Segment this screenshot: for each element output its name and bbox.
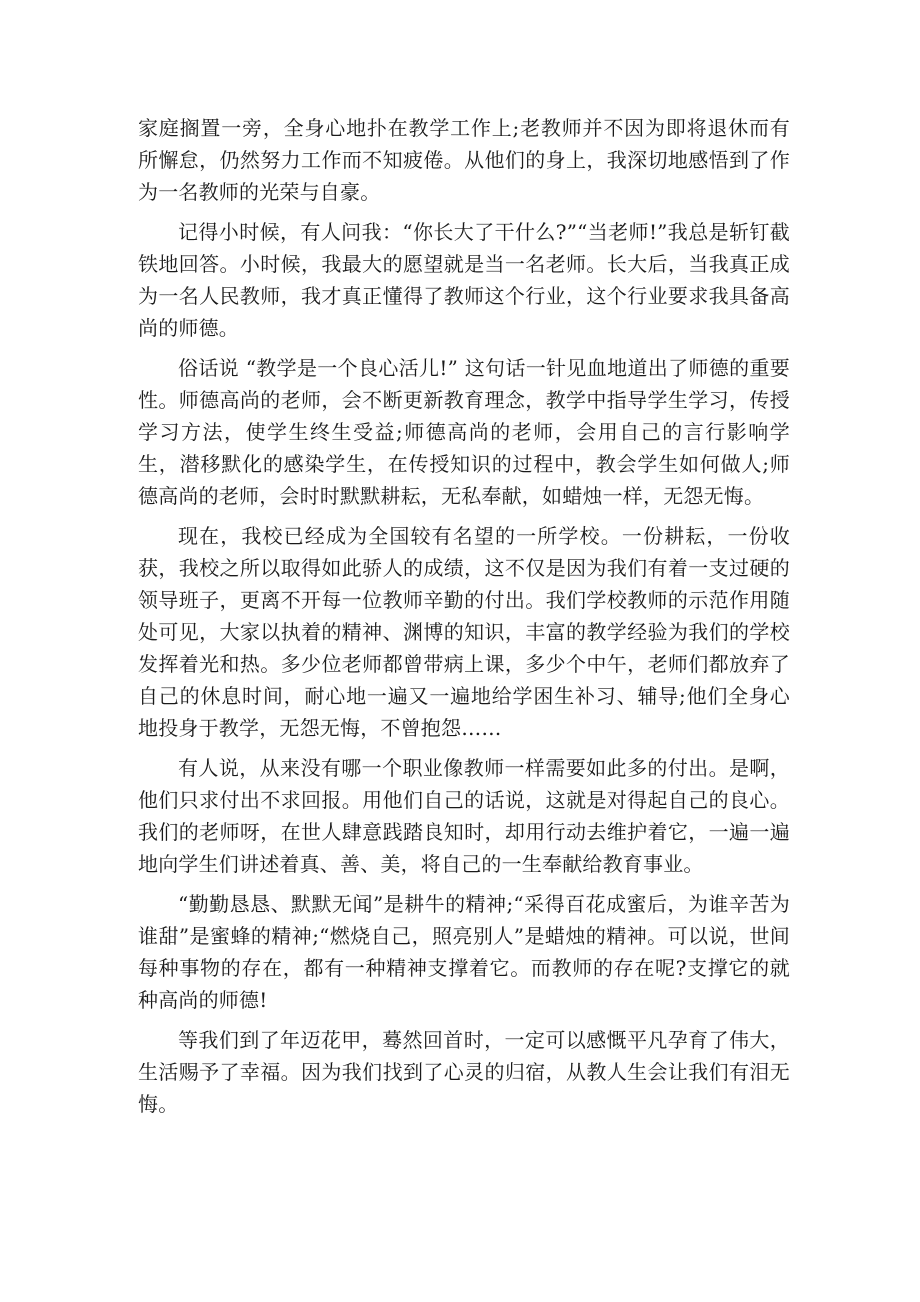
- paragraph-3: 俗话说 “教学是一个良心活儿!” 这句话一针见血地道出了师德的重要性。师德高尚的老师，会不断更新教育理念，教学中指导学生学习，传授学习方法，使学生终生受益;师德高尚的老师，会用自己的言行影响学生，潜移默化的感染学生，在传授知识的过程中，教会学生如何做人;师德高尚的老师，会时时默默耕耘，无私奉献，如蜡烛一样，无怨无悔。: [138, 356, 790, 508]
- paragraph-6: “勤勤恳恳、默默无闻”是耕牛的精神;“采得百花成蜜后，为谁辛苦为谁甜”是蜜蜂的精神;“燃烧自己，照亮别人”是蜡烛的精神。可以说，世间每种事物的存在，都有一种精神支撑着它。而教师的存在呢?支撑它的就种高尚的师德!: [138, 892, 790, 1012]
- document-body: [138, 112, 790, 1128]
- paragraph-2: 记得小时候，有人问我：“你长大了干什么?”“当老师!”我总是斩钉截铁地回答。小时候，我最大的愿望就是当一名老师。长大后，当我真正成为一名人民教师，我才真正懂得了教师这个行业，这个行业要求我具备高尚的师德。: [138, 220, 790, 340]
- paragraph-1: 家庭搁置一旁，全身心地扑在教学工作上;老教师并不因为即将退休而有所懈怠，仍然努力工作而不知疲倦。从他们的身上，我深切地感悟到了作为一名教师的光荣与自豪。: [138, 116, 790, 204]
- paragraph-4: 现在，我校已经成为全国较有名望的一所学校。一份耕耘，一份收获，我校之所以取得如此骄人的成绩，这不仅是因为我们有着一支过硬的领导班子，更离不开每一位教师辛勤的付出。我们学校教师的示范作用随处可见，大家以执着的精神、渊博的知识，丰富的教学经验为我们的学校发挥着光和热。多少位老师都曾带病上课，多少个中午，老师们都放弃了自己的休息时间，耐心地一遍又一遍地给学困生补习、辅导;他们全身心地投身于教学，无怨无悔，不曾抱怨……: [138, 524, 790, 740]
- paragraph-7: 等我们到了年迈花甲，蓦然回首时，一定可以感慨平凡孕育了伟大，生活赐予了幸福。因为我们找到了心灵的归宿，从教人生会让我们有泪无悔。: [138, 1028, 790, 1116]
- paragraph-5: 有人说，从来没有哪一个职业像教师一样需要如此多的付出。是啊，他们只求付出不求回报。用他们自己的话说，这就是对得起自己的良心。我们的老师呀，在世人肆意践踏良知时，却用行动去维护着它，一遍一遍地向学生们讲述着真、善、美，将自己的一生奉献给教育事业。: [138, 756, 790, 876]
